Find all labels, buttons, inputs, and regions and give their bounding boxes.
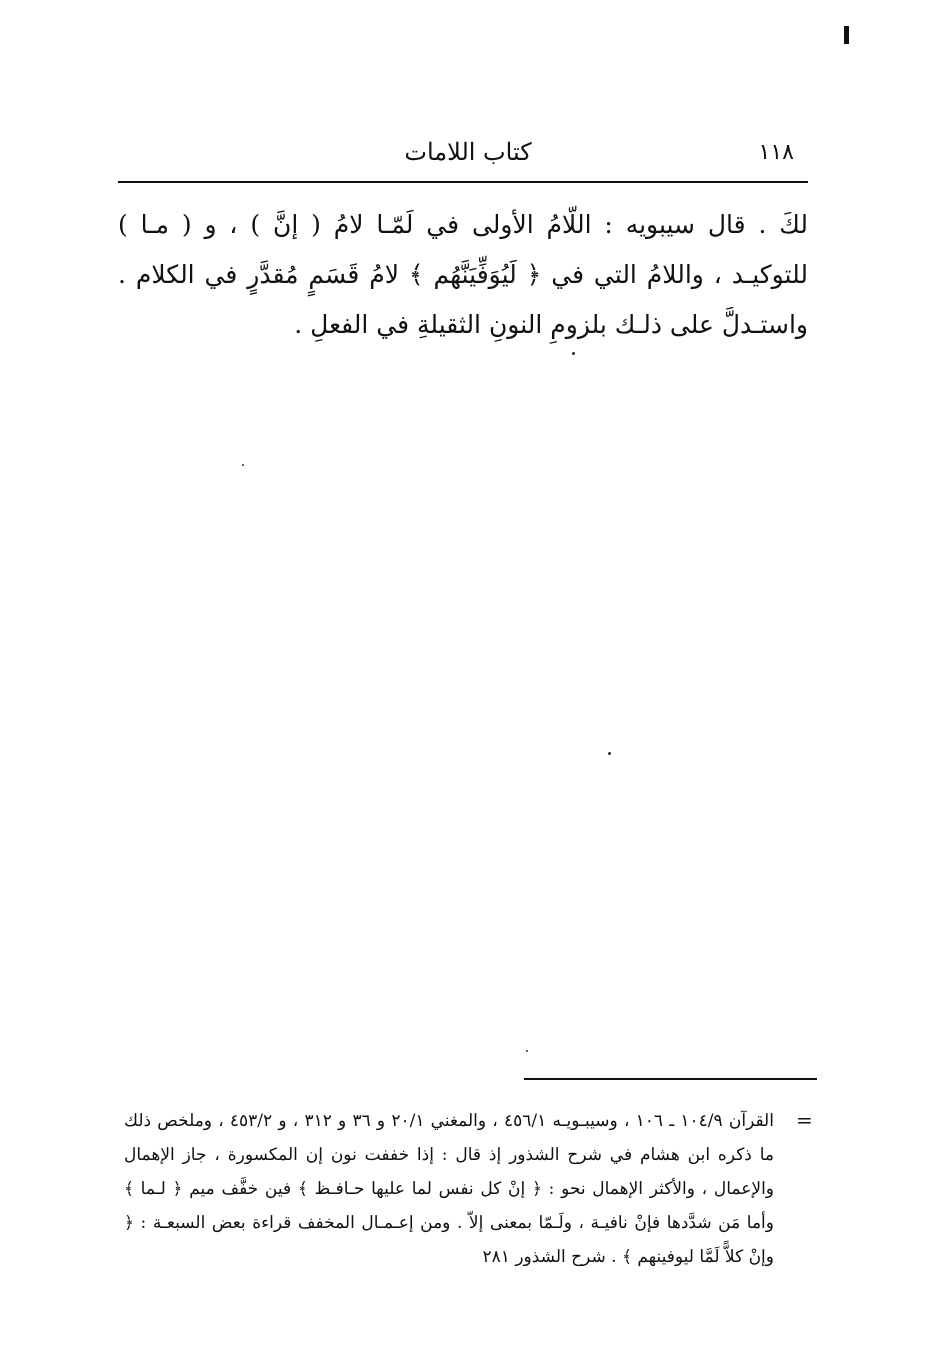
main-paragraph: لكَ . قال سيبويه : اللّامُ الأولى في لَمّـا لامُ ( إنَّ ) ، و ( مـا ) للتوكيـد ، واللامُ التي في ﴿ لَيُوَفِّيَنَّهُم ﴾ لامُ قَسَمٍ مُقدَّرٍ في الكلام . واستـدلَّ على ذلـك بلزومِ النونِ الثقيلةِ في الفعلِ . [118,210,808,339]
footnote-continuation-marker: = [796,1108,813,1132]
corner-mark [844,26,849,44]
scan-speck [608,752,611,755]
header-rule [118,181,808,183]
main-text [118,200,808,350]
footnote [124,1104,774,1274]
scan-speck [526,1050,528,1052]
page-header [118,136,808,172]
scan-speck [242,464,244,466]
footnote-rule [524,1078,817,1080]
book-title: كتاب اللامات [404,138,532,166]
page-number: ١١٨ [758,140,794,165]
footnote-text: القرآن ١٠٤/٩ ـ ١٠٦ ، وسيبـويـه ٤٥٦/١ ، والمغني ٢٠/١ و ٣٦ و ٣١٢ ، و ٤٥٣/٢ ، وملخص ذلك ما ذكره ابن هشام في شرح الشذور إذ قال : إذا خففت نون إن المكسورة ، جاز الإهمال والإعمال ، والأكثر الإهمال نحو : ﴿ إنْ كل نفس لما عليها حـافـظ ﴾ فين خفَّف ميم ﴿ لـما ﴾ وأما مَن شدَّدها فإنْ نافيـة ، ولَـمّا بمعنى إلاّ . ومن إعـمـال المخفف قراءة بعض السبعـة : ﴿ وإنْ كلاًّ لَمَّا ليوفينهم ﴾ . شرح الشذور ٢٨١ [124,1111,774,1267]
scan-speck [572,352,575,355]
